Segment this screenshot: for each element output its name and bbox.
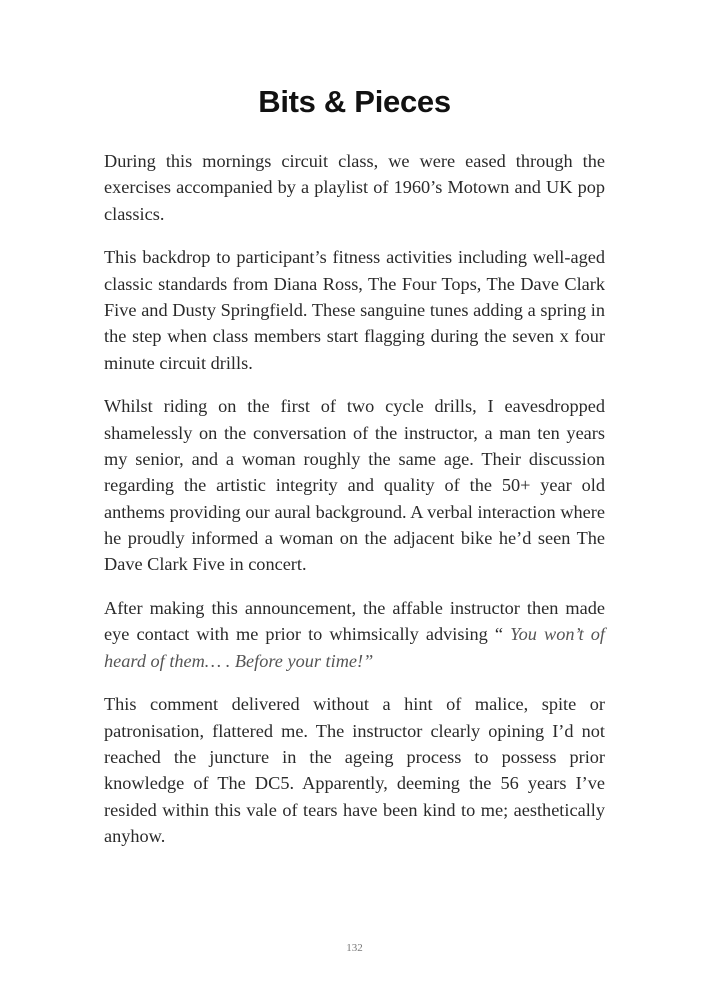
body-text <box>104 148 605 867</box>
paragraph-4-text: After making this announcement, the affable instructor then made eye contact with me prior to whimsically advising “ <box>104 597 605 645</box>
paragraph-3: Whilst riding on the first of two cycle drills, I eavesdropped shamelessly on the conversation of the instructor, a man ten years my senior, and a woman roughly the same age. Their discussion regarding the artistic integrity and quality of the 50+ year old anthems providing our aural background. A verbal interaction where he proudly informed a woman on the adjacent bike he’d seen The Dave Clark Five in concert. <box>104 396 605 575</box>
paragraph-5: This comment delivered without a hint of malice, spite or patronisation, flattered me. The instructor clearly opining I’d not reached the juncture in the ageing process to possess prior knowledge of The DC5. Apparently, deeming the 56 years I’ve resided within this vale of tears have been kind to me; aesthetically anyhow. <box>104 694 605 846</box>
paragraph-1: During this mornings circuit class, we were eased through the exercises accompanied by a playlist of 1960’s Motown and UK pop classics. <box>104 151 605 224</box>
instructor-quote: You won’t of heard of them… . Before your time!” <box>104 624 605 671</box>
paragraph-2: This backdrop to participant’s fitness activities including well-aged classic standards from Diana Ross, The Four Tops, The Dave Clark Five and Dusty Springfield. These sanguine tunes adding a spring in the step when class members start flagging during the seven x four minute circuit drills. <box>104 247 605 373</box>
paragraph-4 <box>104 595 605 674</box>
page-title: Bits & Pieces <box>258 84 451 119</box>
page-number: 132 <box>346 942 363 954</box>
